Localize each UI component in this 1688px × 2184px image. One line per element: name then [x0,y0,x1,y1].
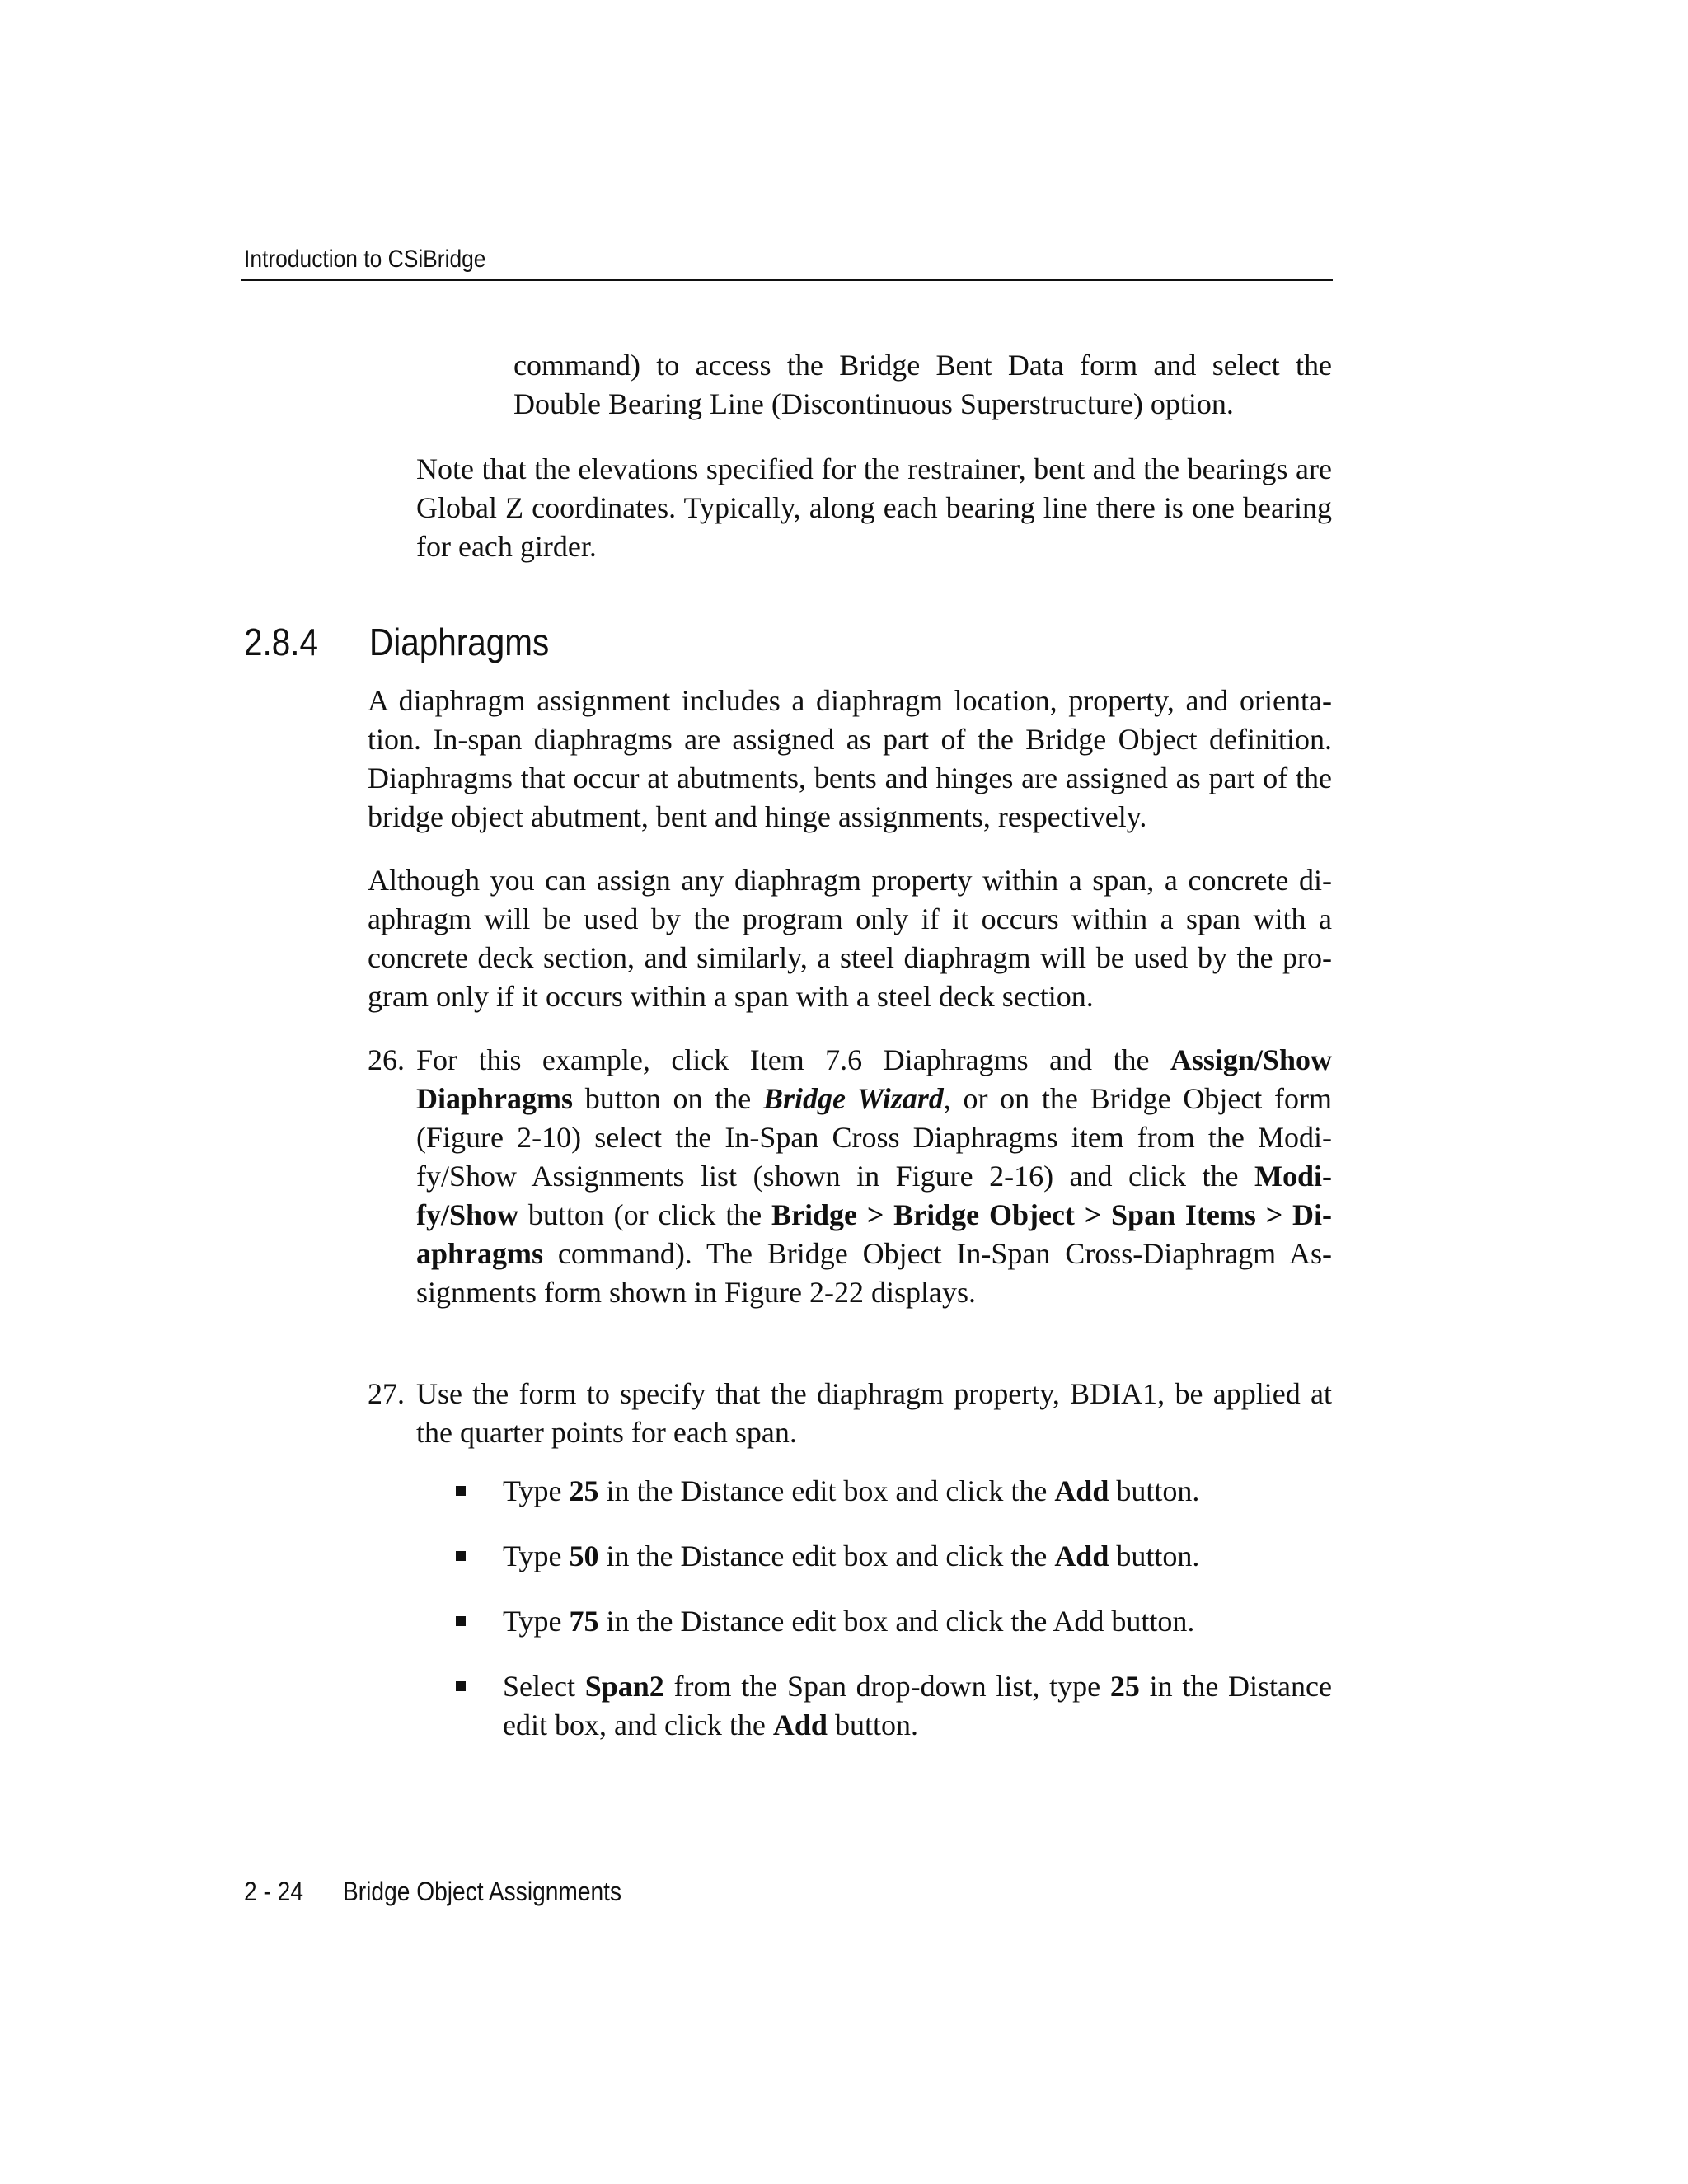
menu-path-ref: Bridge > Bridge Object > Span Items > Di-aphragms [416,1198,1333,1270]
header-rule [241,279,1333,281]
bullet-3-value: 75 [569,1605,599,1638]
page-number: 2 - 24 [244,1877,304,1906]
running-header: Introduction to CSiBridge [244,246,486,273]
bullet-4-text-4: button. [827,1708,918,1741]
bullet-marker [456,1681,466,1691]
continued-line-1: command) to access the Bridge Bent Data form and select the [513,349,1332,382]
body-paragraph-1: A diaphragm assignment includes a diaphragm location, property, and orienta-tion. In-span diaphragms are assigned as part of the Bridge Object definition. Diaphragms that occur at abutments, bents and hinges are assigned as part of the bridge object abutment, bent and hinge assignments, respectively. [368,684,1332,833]
bullet-marker [456,1486,466,1496]
bullet-4-add-ref: Add [772,1708,828,1741]
bullet-1-text-1: Type [503,1474,570,1507]
bridge-wizard-ref: Bridge Wizard [762,1082,944,1115]
continued-paragraph [513,346,1332,424]
bullet-item-3 [503,1602,1332,1641]
bullet-3-text-2: in the Distance edit box and click the Add button. [598,1605,1195,1638]
bullet-1-add-ref: Add [1054,1474,1109,1507]
continued-line-2: Double Bearing Line (Discontinuous Superstructure) option. [513,387,1234,420]
step-26-text-3: , or on the Bridge Object form (Figure 2-10) select the In-Span Cross Diaphragms item from the Modi-fy/Show Assignments list (shown in Figure 2-16) and click the [416,1082,1333,1193]
step-26-text [416,1041,1332,1312]
bullet-4-text-1: Select [503,1670,585,1703]
body-paragraph-2: Although you can assign any diaphragm property within a span, a concrete di-aphragm will be used by the program only if it occurs within a span with a concrete deck section, and similarly, a steel diaphragm will be used by the pro-gram only if it occurs within a span with a steel deck section. [368,864,1332,1013]
bullet-1-text-3: button. [1109,1474,1200,1507]
bullet-2-text-2: in the Distance edit box and click the [598,1540,1055,1572]
section-title: Diaphragms [369,621,550,663]
section-number: 2.8.4 [244,621,319,663]
note-paragraph: Note that the elevations specified for the restrainer, bent and the bearings are Global Z coordinates. Typically, along each bearing line there is one bearing for each girder. [416,452,1332,563]
bullet-4-text-3: in the Distance edit box, and click the [503,1670,1332,1741]
bullet-item-2 [503,1537,1332,1576]
step-26-text-2: button on the [573,1082,763,1115]
bullet-2-add-ref: Add [1054,1540,1109,1572]
bullet-item-4 [503,1667,1332,1745]
bullet-1-text-2: in the Distance edit box and click the [598,1474,1055,1507]
bullet-3-text-1: Type [503,1605,570,1638]
step-27-text: Use the form to specify that the diaphragm property, BDIA1, be applied at the quarter points for each span. [416,1377,1332,1449]
bullet-2-text-1: Type [503,1540,570,1572]
step-26-text-4: button (or click the [518,1198,772,1231]
step-26-text-5: command). The Bridge Object In-Span Cross-Diaphragm As-signments form shown in Figure 2-22 displays. [416,1237,1332,1309]
bullet-4-value: 25 [1109,1670,1140,1703]
footer-chapter-title: Bridge Object Assignments [343,1877,622,1906]
bullet-4-text-2: from the Span drop-down list, type [663,1670,1110,1703]
bullet-1-value: 25 [569,1474,599,1507]
bullet-marker [456,1551,466,1561]
step-26-text-1: For this example, click Item 7.6 Diaphragms and the [416,1043,1170,1076]
bullet-2-value: 50 [569,1540,599,1572]
modify-show-ref: Modi-fy/Show [416,1160,1332,1231]
bullet-item-1 [503,1472,1332,1511]
bullet-4-span-ref: Span2 [584,1670,664,1703]
bullet-marker [456,1616,466,1626]
step-26-number: 26. [368,1043,405,1076]
assign-show-diaphragms-ref: Assign/Show Diaphragms [416,1043,1332,1115]
step-27-number: 27. [368,1377,405,1410]
bullet-2-text-3: button. [1109,1540,1200,1572]
